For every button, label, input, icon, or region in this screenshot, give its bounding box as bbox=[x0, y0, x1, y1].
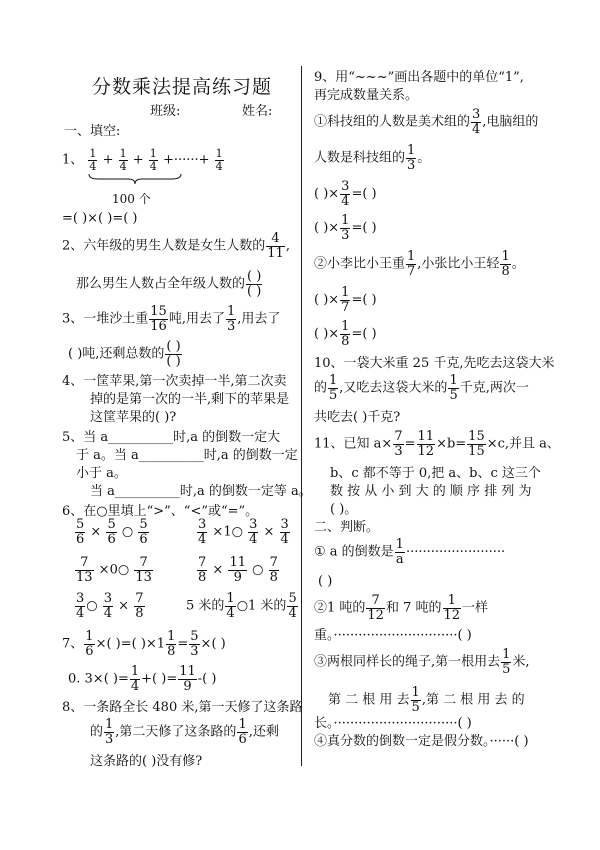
q5-line1: 5、当 a__________时,a 的倒数一定大 bbox=[62, 430, 281, 445]
j2: ②1 吨的 $\frac{7}{12}$ 和 7 吨的 $\frac{1}{12}$ 一样 bbox=[314, 593, 489, 623]
q10-line1: 10、一袋大米重 25 千克,先吃去这袋大米 bbox=[314, 356, 555, 371]
j2-line2: 重。······························( ) bbox=[314, 628, 472, 643]
q6-row1-right: $\frac{3}{4}$ ×1○ $\frac{3}{4}$ × $\frac{3}{4}$ bbox=[198, 517, 289, 547]
q9-eq2: ( )× $\frac{1}{3}$ =( ) bbox=[314, 213, 377, 243]
q9-p2: ②小李比小王重 $\frac{1}{7}$ ,小张比小王轻 $\frac{1}{8}$ 。 bbox=[314, 249, 525, 279]
q10-line2: 的 $\frac{1}{5}$ ,又吃去这袋大米的 $\frac{1}{5}$ 千克,两次一 bbox=[314, 373, 529, 403]
q5-line2: 于 a。当 a__________时,a 的倒数一定 bbox=[76, 448, 298, 463]
q3-line1: 3、一堆沙土重 $\frac{15}{16}$ 吨,用去了 $\frac{1}{3}$ ,用去了 bbox=[62, 304, 281, 334]
j4: ④真分数的倒数一定是假分数。······( ) bbox=[314, 734, 529, 749]
q1-count: 100 个 bbox=[112, 192, 151, 206]
q11-line2: b、c 都不等于 0,把 a、b、c 这三个 bbox=[330, 466, 541, 481]
q4-line2: 掉的是第一次的一半,剩下的苹果是 bbox=[90, 392, 290, 407]
brace-icon bbox=[88, 173, 182, 185]
q6-row3-left: $\frac{3}{4}$ ○ $\frac{3}{4}$ × $\frac{7}{8}$ bbox=[76, 591, 144, 621]
q5-line4: 当 a__________时,a 的倒数一定等 a。 bbox=[90, 484, 312, 499]
q10-line3: 共吃去( )千克? bbox=[314, 410, 401, 425]
q6-row1-left: $\frac{5}{6}$ × $\frac{5}{6}$ ○ $\frac{5}{6}$ bbox=[76, 517, 148, 547]
j3: ③两根同样长的绳子,第一根用去 $\frac{1}{5}$ 米, bbox=[314, 647, 530, 677]
q8-line2: 的 $\frac{1}{3}$ ,第二天修了这条路的 $\frac{1}{6}$ ,还剩 bbox=[90, 717, 279, 747]
q2-line1: 2、六年级的男生人数是女生人数的 $\frac{4}{11}$ , bbox=[62, 231, 290, 261]
q11-line3: 数 按 从 小 到 大 的 顺 序 排 列 为 bbox=[330, 484, 532, 499]
q1: 1、 $\frac{1}{4}$ + $\frac{1}{4}$ + $\frac{1}{4}$ +······+ $\frac{1}{4}$ bbox=[62, 147, 223, 173]
q9-p1-line2: 人数是科技组的 $\frac{1}{3}$ 。 bbox=[314, 143, 431, 173]
q9-eq4: ( )× $\frac{1}{8}$ =( ) bbox=[314, 319, 377, 349]
j1-answer: ( ) bbox=[318, 574, 333, 589]
name-label: 姓名: bbox=[242, 104, 273, 119]
class-label: 班级: bbox=[150, 104, 181, 119]
q11-line1: 11、已知 a× $\frac{7}{3}$ = $\frac{11}{12}$ ×b= $\frac{15}{15}$ ×c,并且 a、 bbox=[314, 429, 560, 459]
q6-label: 6、在○里填上“>”、“<”或“=”。 bbox=[62, 504, 259, 519]
section-2-heading: 二、判断。 bbox=[314, 520, 380, 535]
j3-line2: 第 二 根 用 去 $\frac{1}{5}$ ,第 二 根 用 去 的 bbox=[328, 685, 525, 715]
q7-line1: 7、 $\frac{1}{6}$ ×( )=( )×1 $\frac{1}{8}$ = $\frac{5}{3}$ ×( ) bbox=[62, 629, 226, 659]
q6-row3-right: 5 米的 $\frac{1}{4}$ ○1 米的 $\frac{5}{4}$ bbox=[186, 591, 297, 621]
q9-line2: 再完成数量关系。 bbox=[314, 88, 419, 103]
q1-answer: =( )×( )=( ) bbox=[62, 211, 138, 226]
q6-row2-left: $\frac{7}{13}$ ×0○ $\frac{7}{13}$ bbox=[76, 555, 152, 585]
q3-line2: ( )吨,还剩总数的 ( ) ( ) bbox=[68, 339, 181, 369]
j3-line3: 长。······························( ) bbox=[314, 716, 472, 731]
q8-line3: 这条路的( )没有修? bbox=[90, 754, 203, 769]
q8-line1: 8、一条路全长 480 米,第一天修了这条路 bbox=[62, 700, 303, 715]
q9-p1: ①科技组的人数是美术组的 $\frac{3}{4}$ ,电脑组的 bbox=[314, 107, 539, 137]
column-divider bbox=[301, 66, 302, 766]
j1: ① a 的倒数是 $\frac{1}{a}$ ························ bbox=[314, 537, 506, 567]
section-1-heading: 一、填空: bbox=[64, 124, 121, 139]
q7-line2: 0. 3×( )= $\frac{1}{4}$ +( )= $\frac{11}{9}$ -( ) bbox=[68, 664, 217, 694]
q9-eq3: ( )× $\frac{1}{7}$ =( ) bbox=[314, 285, 377, 315]
q9-eq1: ( )× $\frac{3}{4}$ =( ) bbox=[314, 179, 377, 209]
q4-line1: 4、一筐苹果,第一次卖掉一半,第二次卖 bbox=[62, 374, 287, 389]
q4-line3: 这筐苹果的( )? bbox=[90, 410, 177, 425]
q9-line1: 9、用“~~~”画出各题中的单位“1”, bbox=[314, 70, 524, 85]
page-title: 分数乘法提高练习题 bbox=[92, 76, 273, 98]
q5-line3: 小于 a。 bbox=[76, 466, 127, 481]
q11-line4: ( )。 bbox=[330, 502, 358, 517]
q6-row2-right: $\frac{7}{8}$ × $\frac{11}{9}$ ○ $\frac{7}{8}$ bbox=[198, 555, 278, 585]
q2-line2: 那么男生人数占全年级人数的 ( ) ( ) bbox=[76, 269, 262, 299]
